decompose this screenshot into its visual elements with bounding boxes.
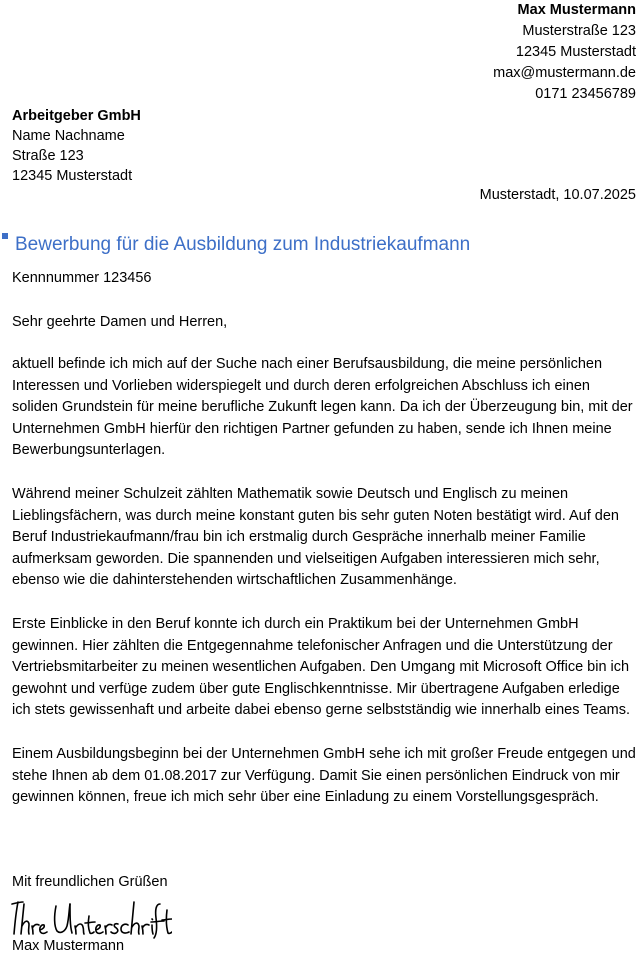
subject-marker	[2, 233, 8, 239]
body-paragraph: aktuell befinde ich mich auf der Suche nach einer Berufsausbildung, die meine persönlichen Interessen und Vorlieben widerspiegelt und durch deren erfolgreichen Abschluss ich einen soliden Grundstein für meine berufliche Zukunft legen kann. Da ich der Überzeugung bin, mit der Unternehmen GmbH hierfür den richtigen Partner gefunden zu haben, sende ich Ihnen meine Bewerbungsunterlagen.	[12, 356, 633, 459]
salutation: Sehr geehrte Damen und Herren,	[12, 314, 228, 330]
body-paragraph: Während meiner Schulzeit zählten Mathematik sowie Deutsch und Englisch zu meinen Lieblingsfächern, was durch meine konstant guten bis sehr guten Noten bestätigt wird. Auf den Beruf Industriekaufmann/frau bin ich erstmalig durch Gespräche innerhalb meiner Familie aufmerksam geworden. Die spannenden und vielseitigen Aufgaben interessieren mich sehr, ebenso wie die dahinterstehenden wirtschaftlichen Zusammenhänge.	[12, 485, 619, 589]
letter-body	[12, 354, 636, 831]
letter-subject: Bewerbung für die Ausbildung zum Industriekaufmann	[15, 234, 471, 255]
recipient-company: Arbeitgeber GmbH	[12, 108, 141, 124]
sender-address	[493, 0, 636, 105]
body-paragraph: Erste Einblicke in den Beruf konnte ich durch ein Praktikum bei der Unternehmen GmbH gewinnen. Hier zählten die Entgegennahme telefonischer Anfragen und die Unterstützung der Vertriebsmitarbeiter zu meinen wesentlichen Aufgaben. Den Umgang mit Microsoft Office bin ich gewohnt und verfüge zudem über gute Englischkenntnisse. Mir übertragene Aufgaben erledige ich stets gewissenhaft und arbeite dabei ebenso gerne selbstständig wie innerhalb eines Teams.	[12, 615, 630, 719]
reference-number: Kennnummer 123456	[12, 270, 152, 286]
recipient-street: Straße 123	[12, 148, 84, 164]
closing: Mit freundlichen Grüßen	[12, 874, 168, 890]
body-paragraph: Einem Ausbildungsbeginn bei der Unternehmen GmbH sehe ich mit großer Freude entgegen und stehe Ihnen ab dem 01.08.2017 zur Verfügung. Damit Sie einen persönlichen Eindruck von mir gewinnen können, freue ich mich sehr über eine Einladung zu einem Vorstellungsgespräch.	[12, 745, 636, 806]
recipient-contact: Name Nachname	[12, 128, 125, 144]
signature-name: Max Mustermann	[12, 938, 125, 954]
letter-date: Musterstadt, 10.07.2025	[479, 187, 636, 203]
handwritten-signature	[10, 896, 172, 940]
recipient-address	[12, 106, 141, 186]
sender-phone: 0171 23456789	[535, 86, 636, 102]
recipient-city: 12345 Musterstadt	[12, 168, 133, 184]
sender-street: Musterstraße 123	[522, 23, 636, 39]
sender-name: Max Mustermann	[517, 2, 636, 18]
sender-city: 12345 Musterstadt	[515, 44, 636, 60]
sender-email: max@mustermann.de	[493, 65, 636, 81]
